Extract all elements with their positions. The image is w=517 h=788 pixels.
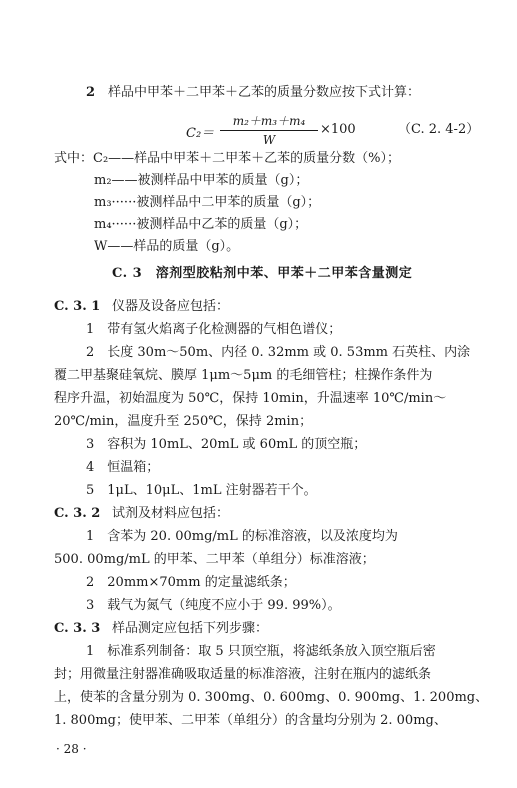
where-line: 式中：C₂——样品中甲苯＋二甲苯＋乙苯的质量分数（%）； [54,151,401,166]
formula-fraction [220,113,318,148]
body-line: 20℃/min，温度升至 250℃，保持 2min； [54,414,313,429]
body-line: 4 恒温箱； [86,460,160,475]
body-line: 3 载气为氮气（纯度不应小于 99. 99%）。 [86,598,341,613]
body-line: 5 1μL、10μL、1mL 注射器若干个。 [86,483,317,498]
where-line: m₄······被测样品中乙苯的质量（g）； [94,217,308,232]
section-heading: C. 3 溶剂型胶粘剂中苯、甲苯＋二甲苯含量测定 [112,266,413,281]
page-number: · 28 · [56,742,87,756]
body-line: 封；用微量注射器准确吸取适量的标准溶液，注射在瓶内的滤纸条 [54,667,432,682]
formula-denominator: W [262,133,276,147]
clause-title: 样品测定应包括下列步骤： [112,621,269,636]
body-line: 上，使苯的含量分别为 0. 300mg、0. 600mg、0. 900mg、1. 200mg、 [54,690,489,705]
clause-label: C. 3. 2 [54,506,101,521]
fraction-bar [220,130,318,131]
body-line: 1 标准系列制备：取 5 只顶空瓶，将滤纸条放入顶空瓶后密 [86,644,436,659]
where-line: m₂——被测样品中甲苯的质量（g）； [94,173,309,188]
clause-label: C. 3. 1 [54,299,101,314]
body-line: 1 含苯为 20. 00mg/mL 的标准溶液，以及浓度均为 [86,529,398,544]
formula-rhs: ×100 [320,122,356,137]
body-line: 2 20mm×70mm 的定量滤纸条； [86,575,296,590]
body-line: 1. 800mg；使甲苯、二甲苯（单组分）的含量均分别为 2. 00mg、 [54,713,447,728]
clause-label: C. 3. 3 [54,621,101,636]
item-text: 样品中甲苯＋二甲苯＋乙苯的质量分数应按下式计算： [108,85,421,100]
body-line: 程序升温，初始温度为 50℃，保持 10min，升温速率 10℃/min～ [54,391,447,406]
where-line: W——样品的质量（g）。 [94,239,240,254]
formula-lhs: C₂＝ [186,126,215,141]
where-line: m₃······被测样品中二甲苯的质量（g）； [94,195,321,210]
body-line: 2 长度 30m～50m、内径 0. 32mm 或 0. 53mm 石英柱、内涂 [86,345,471,360]
formula [186,113,356,153]
clause-title: 试剂及材料应包括： [112,506,230,521]
clause-title: 仪器及设备应包括： [112,299,230,314]
body-line: 3 容积为 10mL、20mL 或 60mL 的顶空瓶； [86,437,367,452]
item-number: 2 [86,85,96,100]
formula-numerator: m₂＋m₃＋m₄ [232,114,306,128]
body-line: 1 带有氢火焰离子化检测器的气相色谱仪； [86,322,342,337]
equation-number: （C. 2. 4-2） [398,122,480,137]
body-line: 500. 00mg/mL 的甲苯、二甲苯（单组分）标准溶液； [54,552,375,567]
body-line: 覆二甲基聚硅氧烷、膜厚 1μm～5μm 的毛细管柱；柱操作条件为 [54,368,433,383]
